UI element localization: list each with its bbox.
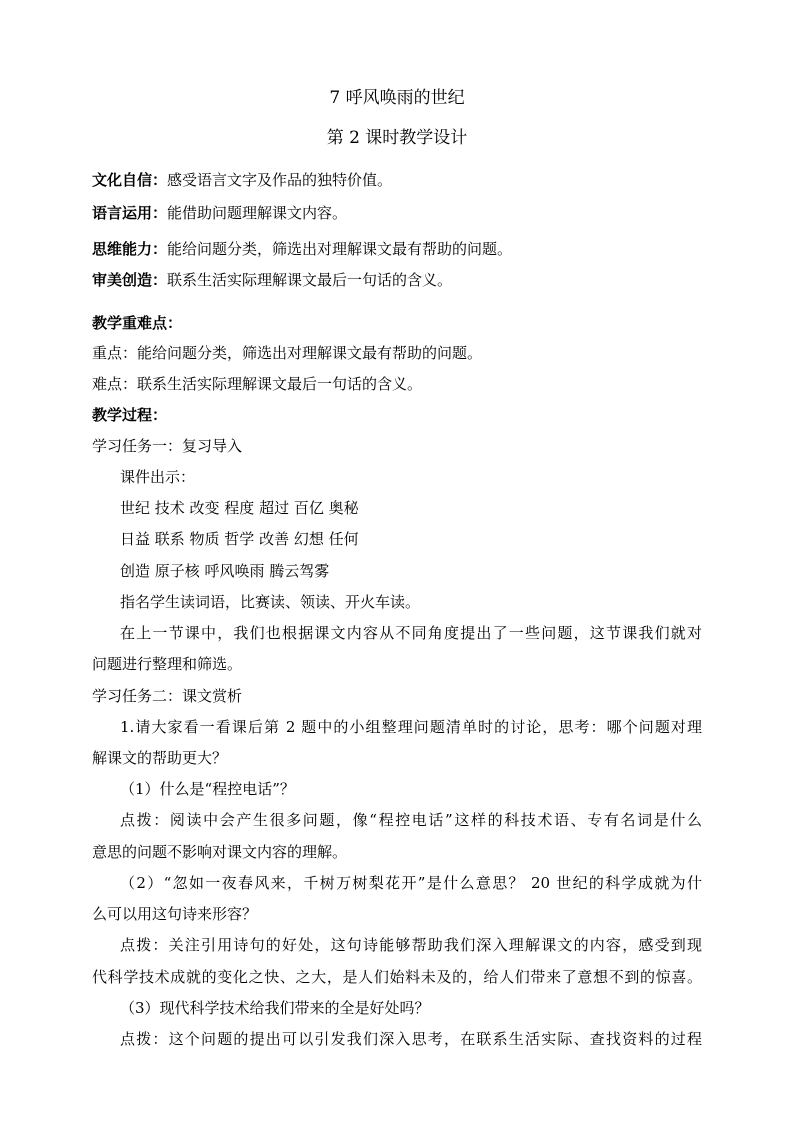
tip-3-line-1: 点拨：这个问题的提出可以引发我们深入思考，在联系生活实际、查找资料的过程 xyxy=(120,1030,702,1048)
tip-2-line-1: 点拨：关注引用诗句的好处，这句诗能够帮助我们深入理解课文的内容，感受到现 xyxy=(120,936,702,954)
courseware-label: 课件出示： xyxy=(120,468,196,486)
key-heading: 教学重难点： xyxy=(92,314,183,332)
goal-text: 能借助问题理解课文内容。 xyxy=(167,204,348,222)
vocabulary-line-3: 创造 原子核 呼风唤雨 腾云驾雾 xyxy=(120,562,330,580)
goal-text: 能给问题分类，筛选出对理解课文最有帮助的问题。 xyxy=(167,240,513,258)
task-two-heading: 学习任务二：课文赏析 xyxy=(92,687,243,705)
document-title: 7 呼风唤雨的世纪 xyxy=(329,88,465,108)
goal-thinking xyxy=(92,239,512,259)
goal-label: 思维能力： xyxy=(92,240,168,258)
goal-label: 语言运用： xyxy=(92,204,168,222)
goal-aesthetic xyxy=(92,270,452,290)
document-subtitle: 第 2 课时教学设计 xyxy=(326,128,468,148)
question-2-line-2: 么可以用这句诗来形容？ xyxy=(92,905,258,923)
question-intro-line-1: 1.请大家看一看课后第 2 题中的小组整理问题清单时的讨论，思考：哪个问题对理 xyxy=(120,718,702,736)
question-3: （3）现代科学技术给我们带来的全是好处吗？ xyxy=(120,999,430,1017)
key-point: 重点：能给问题分类，筛选出对理解课文最有帮助的问题。 xyxy=(92,344,483,362)
goal-label: 文化自信： xyxy=(92,171,168,189)
question-1: （1）什么是“程控电话”？ xyxy=(120,780,295,798)
vocabulary-line-1: 世纪 技术 改变 程度 超过 百亿 奥秘 xyxy=(120,499,359,517)
difficult-point: 难点：联系生活实际理解课文最后一句话的含义。 xyxy=(92,375,423,393)
question-intro-line-2: 解课文的帮助更大？ xyxy=(92,749,228,767)
vocabulary-line-2: 日益 联系 物质 哲学 改善 幻想 任何 xyxy=(120,530,359,548)
goal-culture xyxy=(92,170,392,190)
tip-1-line-1: 点拨：阅读中会产生很多问题，像“程控电话”这样的科技术语、专有名词是什么 xyxy=(120,811,702,829)
process-heading: 教学过程： xyxy=(92,406,168,424)
goal-text: 感受语言文字及作品的独特价值。 xyxy=(167,171,393,189)
tip-1-line-2: 意思的问题不影响对课文内容的理解。 xyxy=(92,843,348,861)
tip-2-line-2: 代科学技术成就的变化之快、之大，是人们始料未及的，给人们带来了意想不到的惊喜。 xyxy=(92,968,702,986)
task-one-heading: 学习任务一：复习导入 xyxy=(92,437,243,455)
goal-text: 联系生活实际理解课文最后一句话的含义。 xyxy=(167,271,453,289)
goal-language xyxy=(92,203,347,223)
goal-label: 审美创造： xyxy=(92,271,168,289)
intro-paragraph-line-2: 问题进行整理和筛选。 xyxy=(92,655,243,673)
intro-paragraph-line-1: 在上一节课中，我们也根据课文内容从不同角度提出了一些问题，这节课我们就对 xyxy=(120,624,702,642)
read-instruction: 指名学生读词语，比赛读、领读、开火车读。 xyxy=(120,593,421,611)
question-2-line-1: （2）“忽如一夜春风来，千树万树梨花开”是什么意思？ 20 世纪的科学成就为什 xyxy=(120,874,702,892)
